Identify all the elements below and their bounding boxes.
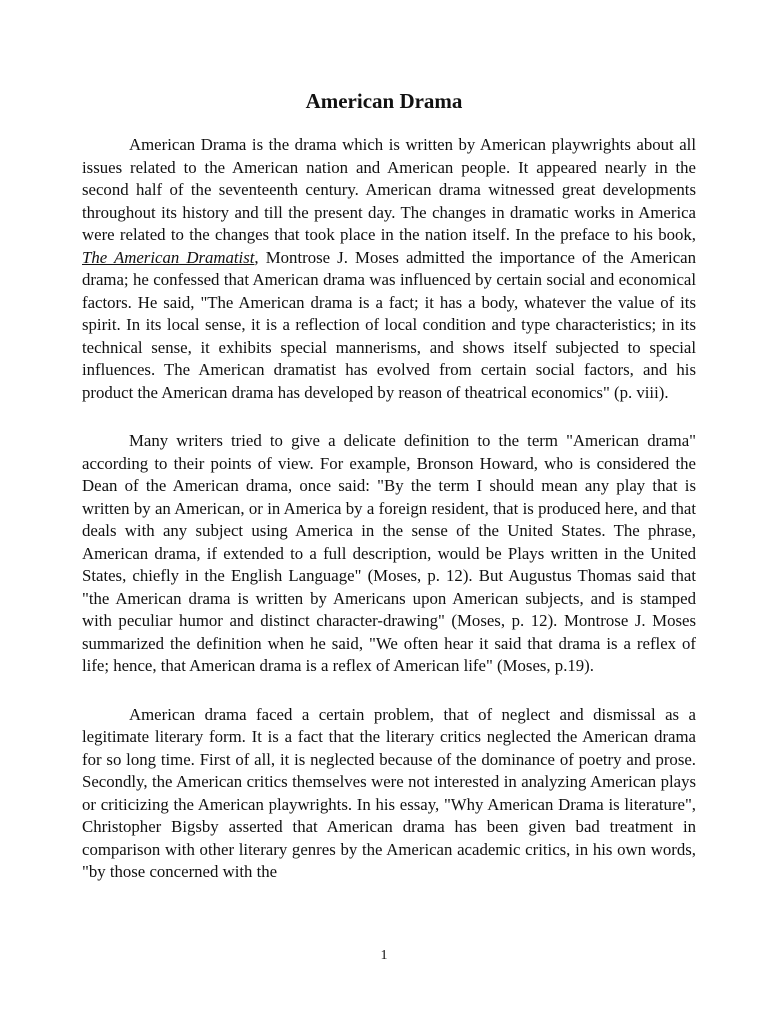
page-number: 1 xyxy=(380,948,388,963)
paragraph-1 xyxy=(82,134,696,404)
paragraph-1-text-end: , Montrose J. Moses admitted the importance of the American drama; he confessed that American drama was influenced by certain social and economical factors. He said, "The American drama is a fact; it has a body, whatever the value of its spirit. In its local sense, it is a reflection of local condition and type characteristics; in its technical sense, it exhibits special mannerisms, and shows itself subjected to special influences. The American dramatist has evolved from certain social factors, and his product the American drama has developed by reason of theatrical economics" (p. viii). xyxy=(82,247,696,402)
book-title-reference: The American Dramatist xyxy=(82,247,255,267)
document-body xyxy=(82,134,696,910)
document-title: American Drama xyxy=(305,89,463,113)
paragraph-2: Many writers tried to give a delicate definition to the term "American drama" according to their points of view. For example, Bronson Howard, who is considered the Dean of the American drama, once said: "By the term I should mean any play that is written by an American, or in America by a foreign resident, that is produced here, and that deals with any subject using America in the sense of the United States. The phrase, American drama, if extended to a full description, would be Plays written in the United States, chiefly in the English Language" (Moses, p. 12). But Augustus Thomas said that "the American drama is written by Americans upon American subjects, and is stamped with peculiar humor and distinct character-drawing" (Moses, p. 12). Montrose J. Moses summarized the definition when he said, "We often hear it said that drama is a reflex of life; hence, that American drama is a reflex of American life" (Moses, p.19). xyxy=(82,431,696,675)
paragraph-3: American drama faced a certain problem, that of neglect and dismissal as a legitimate literary form. It is a fact that the literary critics neglected the American drama for so long time. First of all, it is neglected because of the dominance of poetry and prose. Secondly, the American critics themselves were not interested in analyzing American plays or criticizing the American playwrights. In his essay, "Why American Drama is literature", Christopher Bigsby asserted that American drama has been given bad treatment in comparison with other literary genres by the American academic critics, in his own words, "by those concerned with the xyxy=(82,704,696,881)
paragraph-1-text-start: American Drama is the drama which is written by American playwrights about all issues related to the American nation and American people. It appeared nearly in the second half of the seventeenth century. American drama witnessed great developments throughout its history and till the present day. The changes in dramatic works in America were related to the changes that took place in the nation itself. In the preface to his book, xyxy=(82,135,696,244)
